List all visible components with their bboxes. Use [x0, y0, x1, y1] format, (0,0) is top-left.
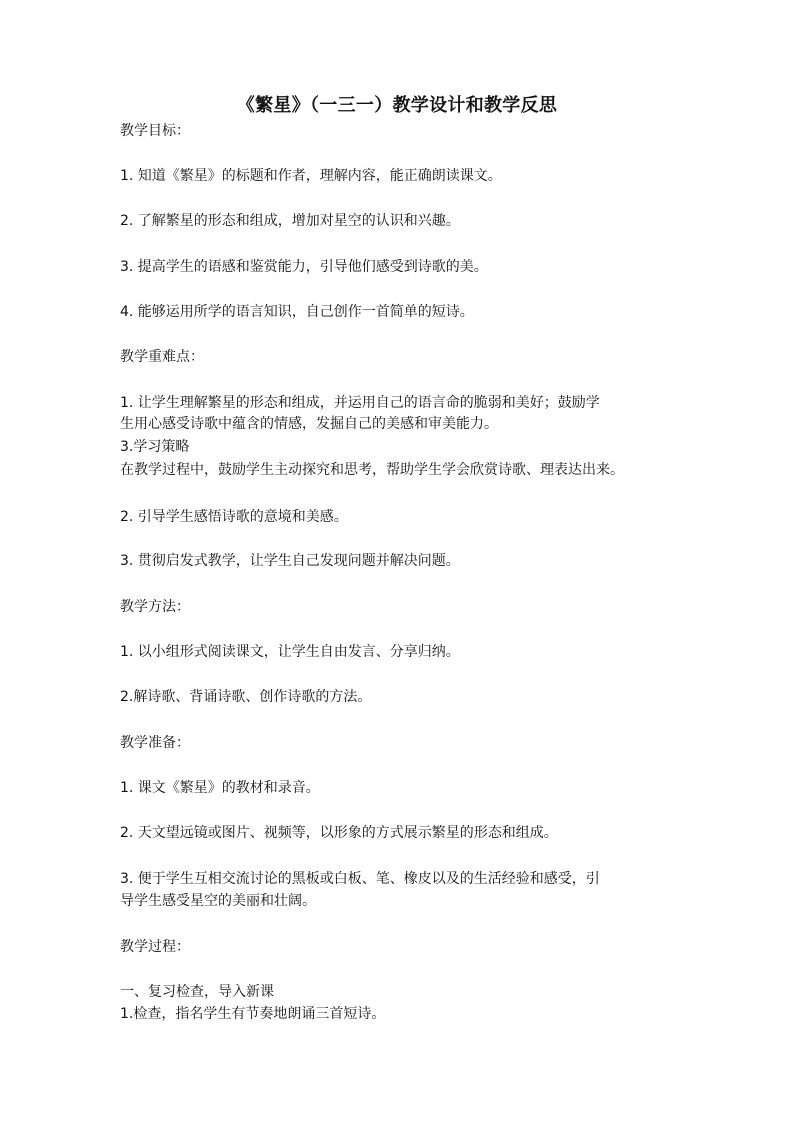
section-heading-methods: 教学方法：: [120, 599, 190, 615]
method-2: 2.解诗歌、背诵诗歌、创作诗歌的方法。: [120, 689, 372, 705]
objective-3: 3. 提高学生的语感和鉴赏能力，引导他们感受到诗歌的美。: [120, 259, 488, 275]
key-point-3: 3. 贯彻启发式教学，让学生自己发现问题并解决问题。: [120, 553, 460, 569]
strategy-text: 在教学过程中，鼓励学生主动探究和思考，帮助学生学会欣赏诗歌、理表达出来。: [120, 462, 624, 478]
section-heading-key-points: 教学重难点：: [120, 349, 204, 365]
section-heading-objectives: 教学目标：: [120, 123, 190, 139]
preparation-2: 2. 天文望远镜或图片、视频等，以形象的方式展示繁星的形态和组成。: [120, 825, 558, 841]
key-point-1-line-1: 1. 让学生理解繁星的形态和组成，并运用自己的语言命的脆弱和美好；鼓励学: [120, 395, 600, 411]
objective-1: 1. 知道《繁星》的标题和作者，理解内容，能正确朗读课文。: [120, 168, 502, 184]
section-heading-process: 教学过程：: [120, 939, 190, 955]
objective-2: 2. 了解繁星的形态和组成，增加对星空的认识和兴趣。: [120, 213, 460, 229]
preparation-3-line-1: 3. 便于学生互相交流讨论的黑板或白板、笔、橡皮以及的生活经验和感受，引: [120, 871, 600, 887]
method-1: 1. 以小组形式阅读课文，让学生自由发言、分享归纳。: [120, 644, 460, 660]
objective-4: 4. 能够运用所学的语言知识，自己创作一首简单的短诗。: [120, 304, 474, 320]
process-step-heading: 一、复习检查，导入新课: [120, 984, 274, 1000]
key-point-1-line-2: 生用心感受诗歌中蕴含的情感，发掘自己的美感和审美能力。: [120, 416, 498, 432]
key-point-2: 2. 引导学生感悟诗歌的意境和美感。: [120, 509, 348, 525]
process-step-1: 1.检查，指名学生有节奏地朗诵三首短诗。: [120, 1006, 386, 1022]
preparation-1: 1. 课文《繁星》的教材和录音。: [120, 780, 320, 796]
section-heading-preparation: 教学准备：: [120, 735, 190, 751]
document-title: 《繁星》（一三一）教学设计和教学反思: [236, 95, 558, 116]
strategy-heading: 3.学习策略: [120, 439, 190, 455]
preparation-3-line-2: 导学生感受星空的美丽和壮阔。: [120, 893, 316, 909]
